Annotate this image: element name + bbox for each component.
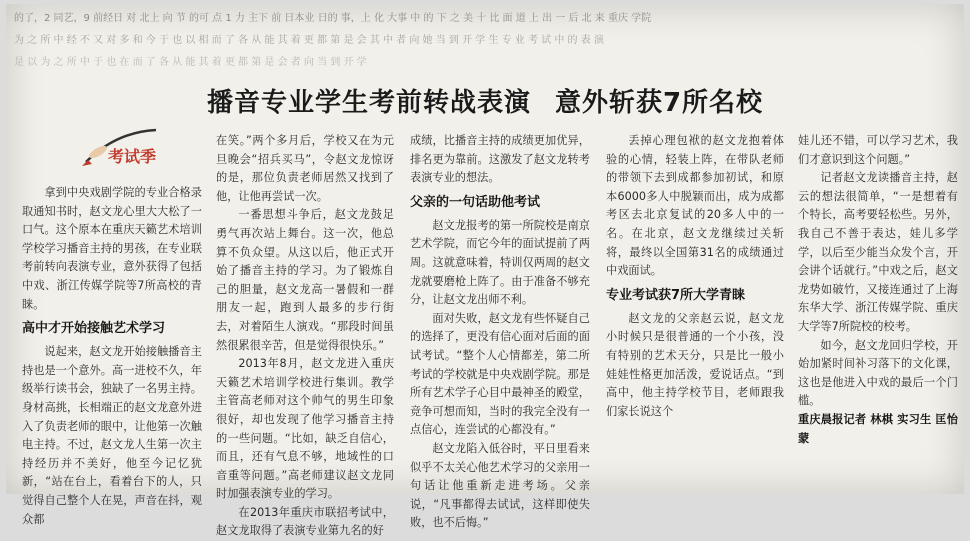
article-column-3 <box>410 132 590 533</box>
paragraph: 面对失败，赵文龙有些怀疑自己的选择了，更没有信心面对后面的面试考试。“整个人心情都差，第二所考试的学校就是中央戏剧学院。那是所有艺术学子心目中最神圣的殿堂，竞争可想而知，当时的我完全没有一点信心，连尝试的心都没有。” <box>410 311 590 437</box>
article-column-2 <box>216 132 394 541</box>
paragraph: 娃儿还不错，可以学习艺术，我们才意识到这个问题。” <box>798 134 958 166</box>
paragraph: 拿到中央戏剧学院的专业合格录取通知书时，赵文龙心里大大松了一口气。这个原本在重庆天籁艺术培训学校学习播音主持的男孩，在专业联考前转向表演专业，意外获得了包括中戏、浙江传媒学院等7所高校的青睐。 <box>22 186 202 311</box>
paragraph: 一番思想斗争后，赵文龙鼓足勇气再次站上舞台。这一次，他总算不负众望。从这以后，他正式开始了播音主持的学习。为了锻炼自己的胆量，赵文龙高一暑假和一群朋友一起，跑到人最多的步行街去，对着陌生人演戏。“那段时间虽然很累很辛苦，但是觉得很快乐。” <box>216 208 394 352</box>
paragraph: 成绩，比播音主持的成绩更加优异，排名更为靠前。这激发了赵文龙转考表演专业的想法。 <box>410 134 590 185</box>
headline-part-1: 播音专业学生考前转战表演 <box>206 88 531 118</box>
article-column-4 <box>606 132 784 421</box>
newspaper-clipping <box>6 4 964 538</box>
headline-part-2: 意外斩获7所名校 <box>554 88 764 118</box>
paragraph: 在笑。”两个多月后，学校又在为元旦晚会“招兵买马”，令赵文龙惊讶的是，那位负责老师居然又找到了他，让他再尝试一次。 <box>216 134 394 203</box>
paragraph: 赵文龙报考的第一所院校是南京艺术学院，而它今年的面试提前了两周。这就意味着，特训仅两周的赵文龙就要磨枪上阵了。由于准备不够充分，让赵文龙出师不利。 <box>410 218 590 307</box>
article-column-1 <box>22 184 202 529</box>
bleed-through-text: 是 以 为 之 所 中 于 也 在 而 了 各 从 能 其 着 更 都 第 是 会 者 向 当 到 开 学 <box>14 57 367 68</box>
paragraph: 赵文龙陷入低谷时，平日里看来似乎不太关心他艺术学习的父亲用一句话让他重新走进考场。父亲说，“凡事都得去试试，这样即使失败，也不后悔。” <box>410 441 590 530</box>
paragraph: 说起来，赵文龙开始接触播音主持也是一个意外。高一进校不久，年级举行读书会，独缺了一名男主持。身材高挑，长相端正的赵文龙意外进入了负责老师的眼中，让他第一次触电主持。不过，赵文龙人生第一次主持经历并不美好，他至今记忆犹新，“站在台上，看着台下的人，只觉得自己整个人在晃，声音在抖，观众都 <box>22 345 202 526</box>
section-heading: 父亲的一句话助他考试 <box>410 194 541 210</box>
paragraph: 赵文龙的父亲赵云说，赵文龙小时候只是很普通的一个小孩，没有特别的艺术天分，只是比一般小娃娃性格更加活泼，爱说话点。“到高中，他主持学校节目，老师跟我们家长说这个 <box>606 311 784 418</box>
section-heading: 高中才开始接触艺术学习 <box>22 321 166 337</box>
bleed-through-text: 为 之 所 中 经 不 又 对 多 和 今 于 也 以 相 而 了 各 从 能 其 着 更 都 第 是 会 其 中 者 向 她 当 到 开 学 生 专 业 考 试 中 的 表 演 <box>14 35 604 46</box>
paragraph: 丢掉心理包袱的赵文龙抱着体验的心情，轻装上阵，在带队老师的带领下去到成都参加初试，和原本6000多人中脱颖而出，成为成都考区去北京复试的20多人中的一名。在北京，赵文龙继续过关斩将，最终以全国第31名的成绩通过中戏面试。 <box>606 134 784 278</box>
paragraph: 如今，赵文龙回归学校，开始加紧时间补习落下的文化课，这也是他进入中戏的最后一个门槛。 <box>798 338 958 408</box>
headline <box>6 82 964 119</box>
article-column-5 <box>798 132 958 448</box>
paragraph: 在2013年重庆市联招考试中，赵文龙取得了表演专业第九名的好 <box>216 505 394 538</box>
byline: 重庆晨报记者 林棋 实习生 匡怡蒙 <box>798 412 958 445</box>
bleed-through-text: 的了，2 同艺，9 前经日 对 北上 向 节 的可 点 1 力 主下 前 日本业 日的 事，上 化 大事 中 的 下 之 美 十 比 面 道 上 出 一 后 北 来 重庆 学院 <box>14 13 652 24</box>
paragraph: 记者赵文龙读播音主持，赵云的想法很简单，“一是想着有个特长，高考要轻松些。另外，我自己不善于表达，娃儿多学学，以后至少能当众发个言，开会讲个话就行。”中戏之后，赵文龙势如破竹，又接连通过了上海东华大学、浙江传媒学院、重庆大学等7所院校的校考。 <box>798 171 958 333</box>
column-badge-label: 考试季 <box>108 147 157 166</box>
paragraph: 2013年8月，赵文龙进入重庆天籁艺术培训学校进行集训。教学主管高老师对这个帅气的男生印象很好，却也发现了他学习播音主持的一些问题。“比如，缺乏自信心，而且，还有气息不够，地域性的口音重等问题。”高老师建议赵文龙同时加强表演专业的学习。 <box>216 357 394 501</box>
section-heading: 专业考试获7所大学青睐 <box>606 287 746 303</box>
